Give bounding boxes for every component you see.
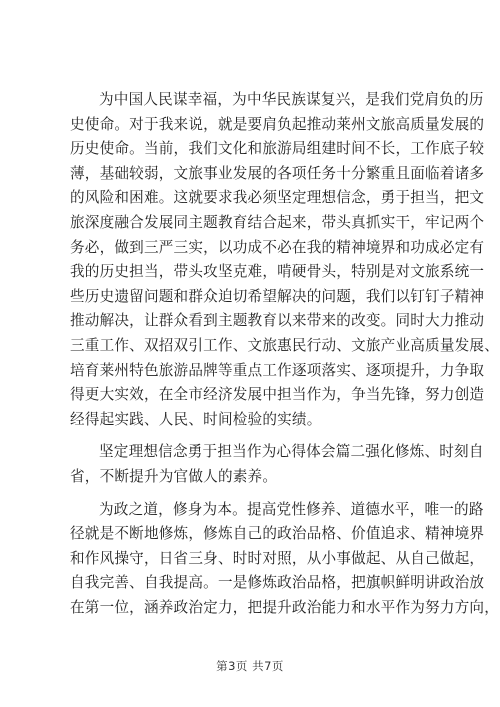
text-line: 培育莱州特色旅游品牌等重点工作逐项落实、逐项提升，力争取 [70,361,485,379]
text-line: 我的历史担当，带头攻坚克难，啃硬骨头，特别是对文旅系统一 [70,263,485,281]
text-line: 旅深度融合发展同主题教育结合起来，带头真抓实干，牢记两个 [70,213,485,231]
text-line: 些历史遗留问题和群众迫切希望解决的问题，我们以钉钉子精神 [70,287,485,305]
text-line: 薄，基础较弱，文旅事业发展的各项任务十分繁重且面临着诸多 [70,164,485,182]
document-body [70,88,500,628]
text-line: 经得起实践、人民、时间检验的实绩。 [70,410,322,428]
page-footer: 第3页 共7页 [216,659,284,673]
paragraph-2 [70,440,484,489]
paragraph-3 [70,498,500,621]
paragraph-1 [70,88,500,432]
text-line: 省，不断提升为官做人的素养。 [70,467,278,485]
text-line: 和作风操守，日省三身、时时对照，从小事做起、从自己做起， [70,549,485,567]
text-line: 推动解决，让群众看到主题教育以来带来的改变。同时大力推动 [70,312,485,330]
text-line: 径就是不断地修炼，修炼自己的政治品格、价值追求、精神境界 [70,525,485,543]
text-line: 在第一位，涵养政治定力，把提升政治能力和水平作为努力方向， [70,598,500,616]
text-line: 坚定理想信念勇于担当作为心得体会篇二强化修炼、时刻自 [99,443,484,461]
text-line: 得更大实效，在全市经济发展中担当作为，争当先锋，努力创造 [70,386,485,404]
text-line: 史使命。对于我来说，就是要肩负起推动莱州文旅高质量发展的 [70,115,485,133]
text-line: 务必，做到三严三实，以功成不必在我的精神境界和功成必定有 [70,238,485,256]
text-line: 为中国人民谋幸福，为中华民族谋复兴，是我们党肩负的历 [99,91,484,108]
text-line: 为政之道，修身为本。提高党性修养、道德水平，唯一的路 [99,500,484,518]
text-line: 三重工作、双招双引工作、文旅惠民行动、文旅产业高质量发展、 [70,336,500,354]
text-line: 的风险和困难。这就要求我必须坚定理想信念，勇于担当，把文 [70,189,485,207]
text-line: 历史使命。当前，我们文化和旅游局组建时间不长，工作底子较 [70,140,485,158]
text-line: 自我完善、自我提高。一是修炼政治品格，把旗帜鲜明讲政治放 [70,574,485,592]
